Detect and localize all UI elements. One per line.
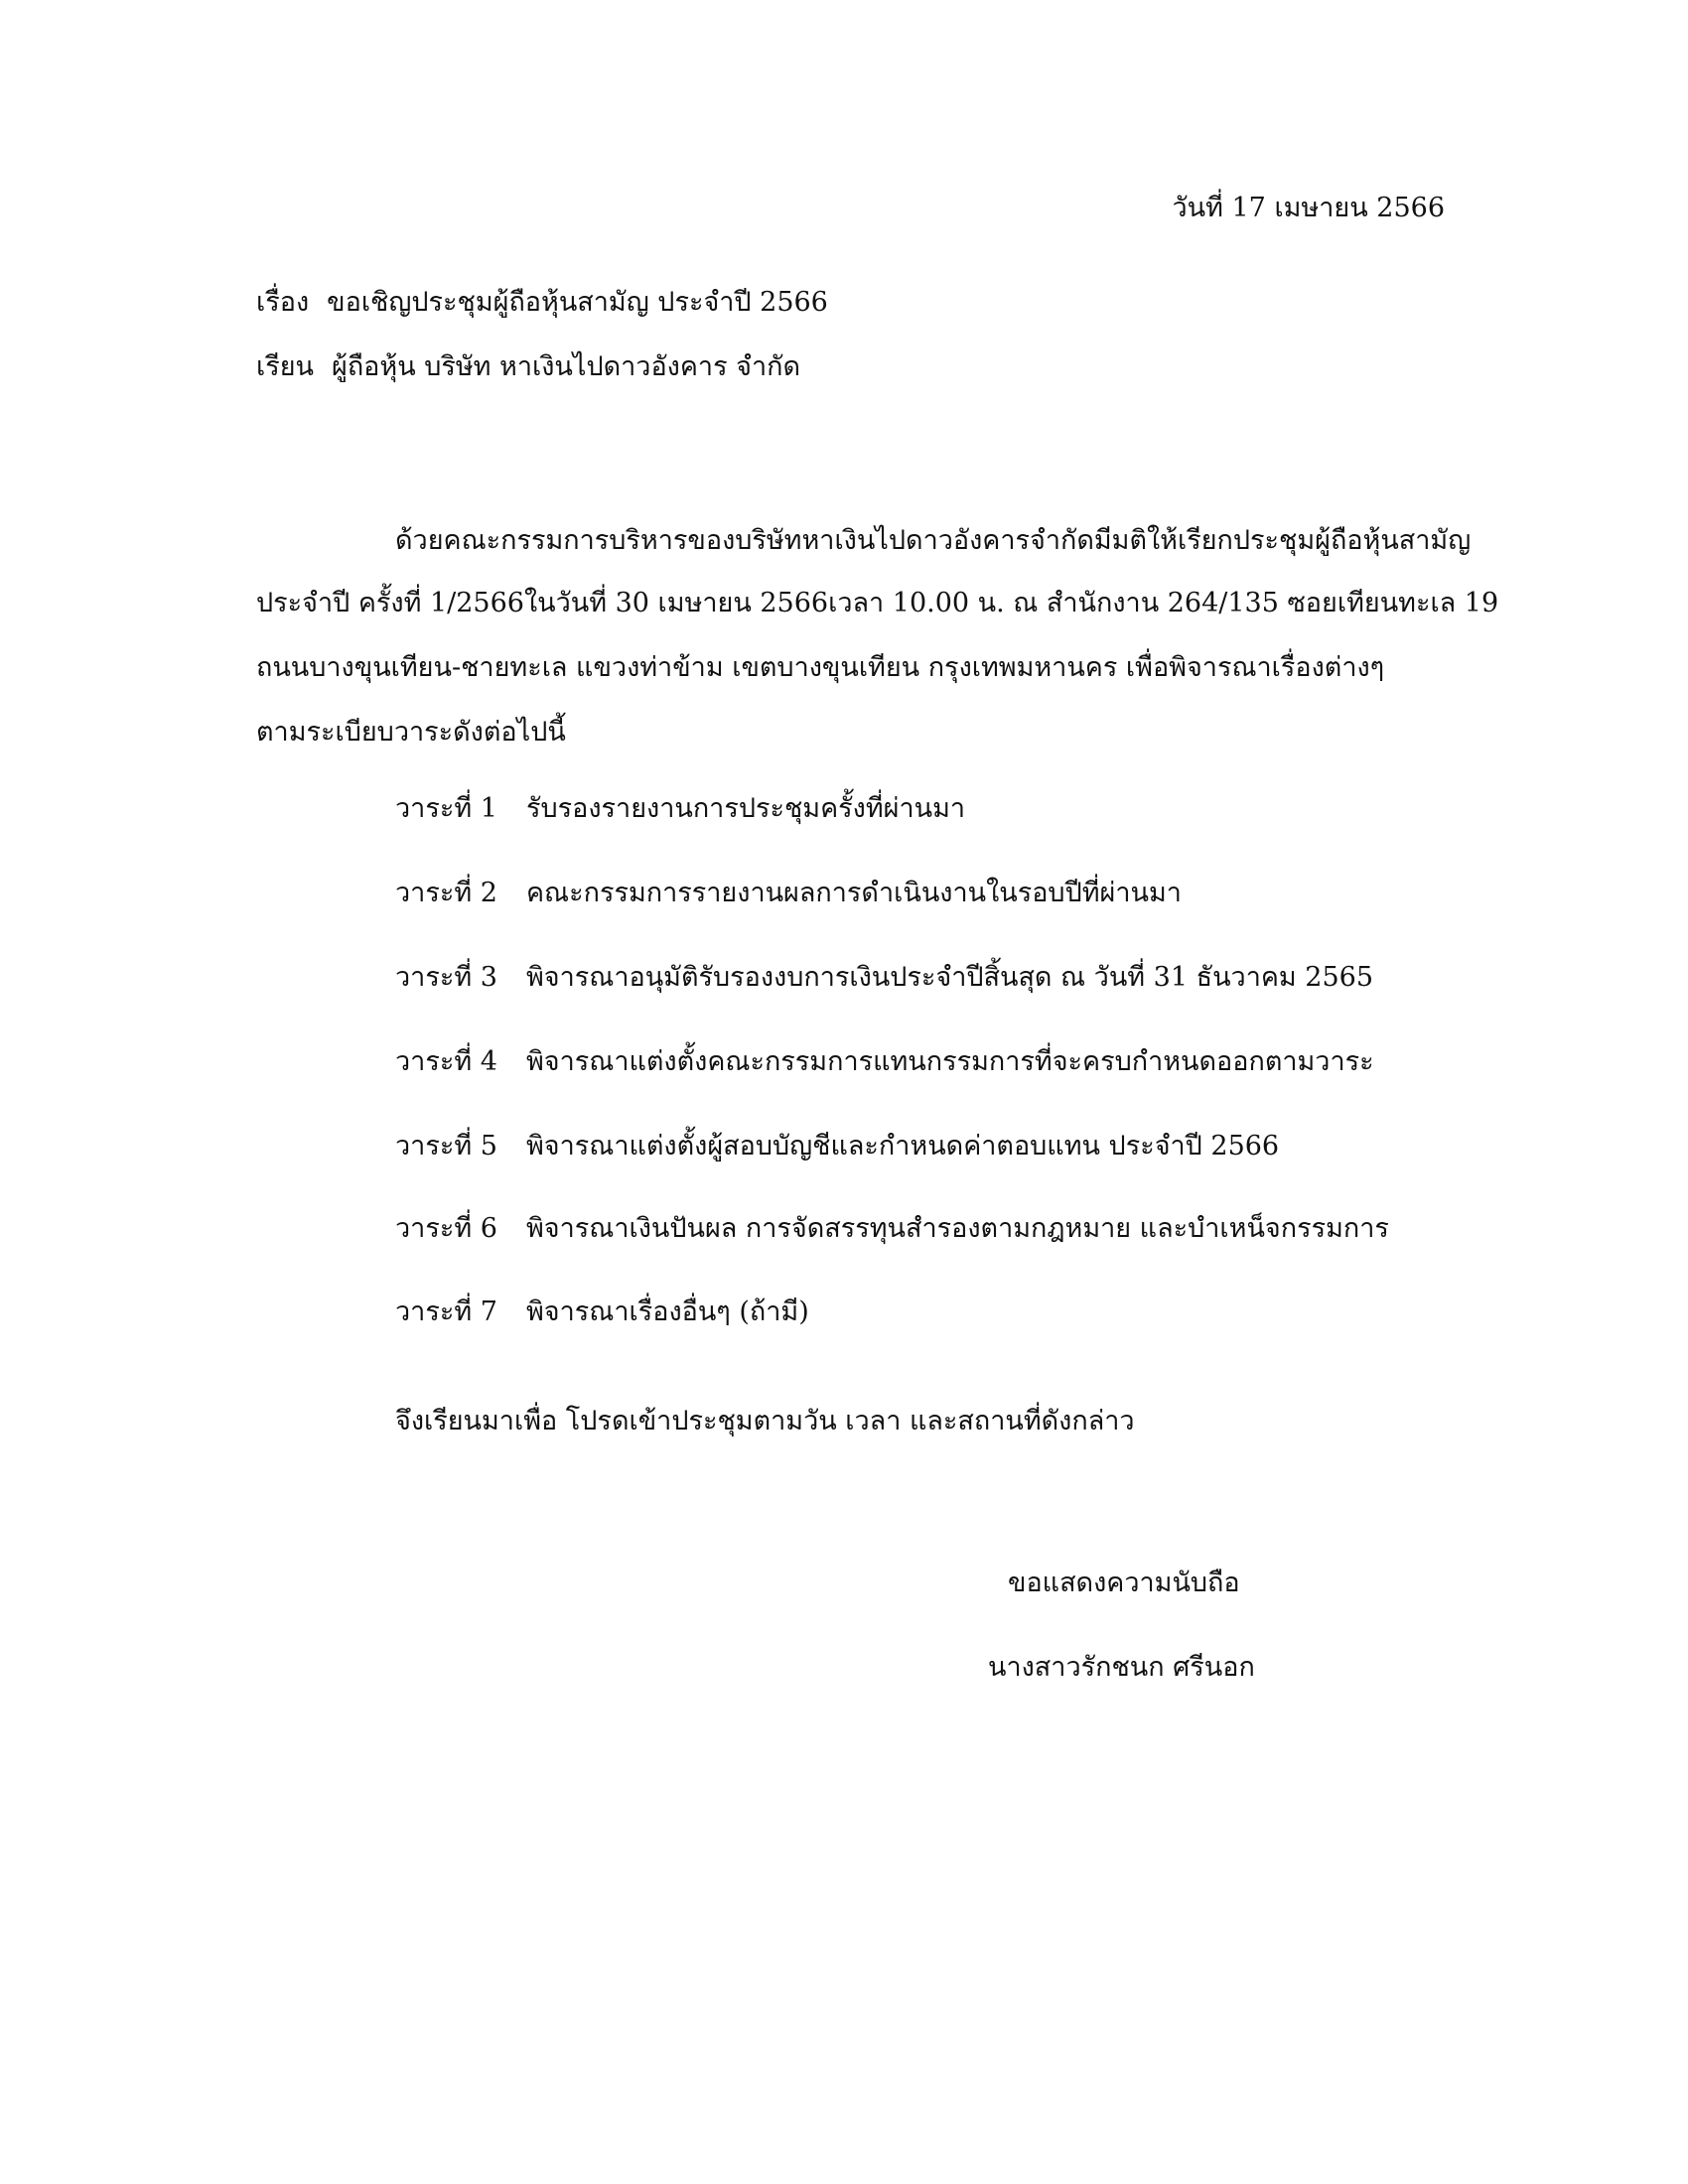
regards-line: ขอแสดงความนับถือ: [1008, 1568, 1240, 1598]
subject-line: [256, 283, 828, 323]
body-line: ประจำปี ครั้งที่ 1/2566ในวันที่ 30 เมษายน 2566เวลา 10.00 น. ณ สำนักงาน 264/135 ซอยเทียนทะเล 19: [256, 588, 1499, 618]
recipient-text: ผู้ถือหุ้น บริษัท หาเงินไปดาวอังคาร จำกัด: [332, 351, 801, 382]
agenda-text: พิจารณาเงินปันผล การจัดสรรทุนสำรองตามกฎหมาย และบำเหน็จกรรมการ: [526, 1213, 1389, 1244]
agenda-item: [395, 1209, 1389, 1249]
agenda-number: วาระที่ 3: [395, 962, 497, 993]
agenda-item: [395, 1042, 1374, 1082]
agenda-text: พิจารณาแต่งตั้งผู้สอบบัญชีและกำหนดค่าตอบแทน ประจำปี 2566: [526, 1131, 1280, 1161]
agenda-number: วาระที่ 5: [395, 1131, 497, 1161]
agenda-text: พิจารณาเรื่องอื่นๆ (ถ้ามี): [526, 1297, 809, 1327]
letter-date: วันที่ 17 เมษายน 2566: [1172, 193, 1445, 223]
agenda-text: พิจารณาแต่งตั้งคณะกรรมการแทนกรรมการที่จะครบกำหนดออกตามวาระ: [526, 1046, 1374, 1077]
subject-label: เรื่อง: [256, 287, 310, 318]
agenda-item: [395, 789, 965, 829]
signer-name: นางสาวรักชนก ศรีนอก: [988, 1652, 1255, 1683]
agenda-number: วาระที่ 4: [395, 1046, 497, 1077]
body-line: ถนนบางขุนเทียน-ชายทะเล แขวงท่าข้าม เขตบางขุนเทียน กรุงเทพมหานคร เพื่อพิจารณาเรื่องต่างๆ: [256, 652, 1385, 683]
agenda-number: วาระที่ 6: [395, 1213, 497, 1244]
recipient-label: เรียน: [256, 351, 315, 382]
agenda-number: วาระที่ 1: [395, 793, 497, 824]
agenda-number: วาระที่ 2: [395, 878, 497, 908]
agenda-item: [395, 874, 1182, 913]
subject-text: ขอเชิญประชุมผู้ถือหุ้นสามัญ ประจำปี 2566: [327, 287, 828, 318]
agenda-item: [395, 958, 1373, 998]
agenda-number: วาระที่ 7: [395, 1297, 497, 1327]
agenda-text: รับรองรายงานการประชุมครั้งที่ผ่านมา: [526, 793, 966, 824]
recipient-line: [256, 347, 800, 387]
body-line: ด้วยคณะกรรมการบริหารของบริษัทหาเงินไปดาวอังคารจำกัดมีมติให้เรียกประชุมผู้ถือหุ้นสามัญ: [395, 525, 1472, 556]
agenda-text: พิจารณาอนุมัติรับรองงบการเงินประจำปีสิ้นสุด ณ วันที่ 31 ธันวาคม 2565: [526, 962, 1374, 993]
agenda-item: [395, 1293, 809, 1332]
agenda-item: [395, 1127, 1279, 1166]
body-line: ตามระเบียบวาระดังต่อไปนี้: [256, 717, 566, 748]
closing-line: จึงเรียนมาเพื่อ โปรดเข้าประชุมตามวัน เวลา และสถานที่ดังกล่าว: [395, 1406, 1135, 1436]
agenda-text: คณะกรรมการรายงานผลการดำเนินงานในรอบปีที่ผ่านมา: [526, 878, 1182, 908]
